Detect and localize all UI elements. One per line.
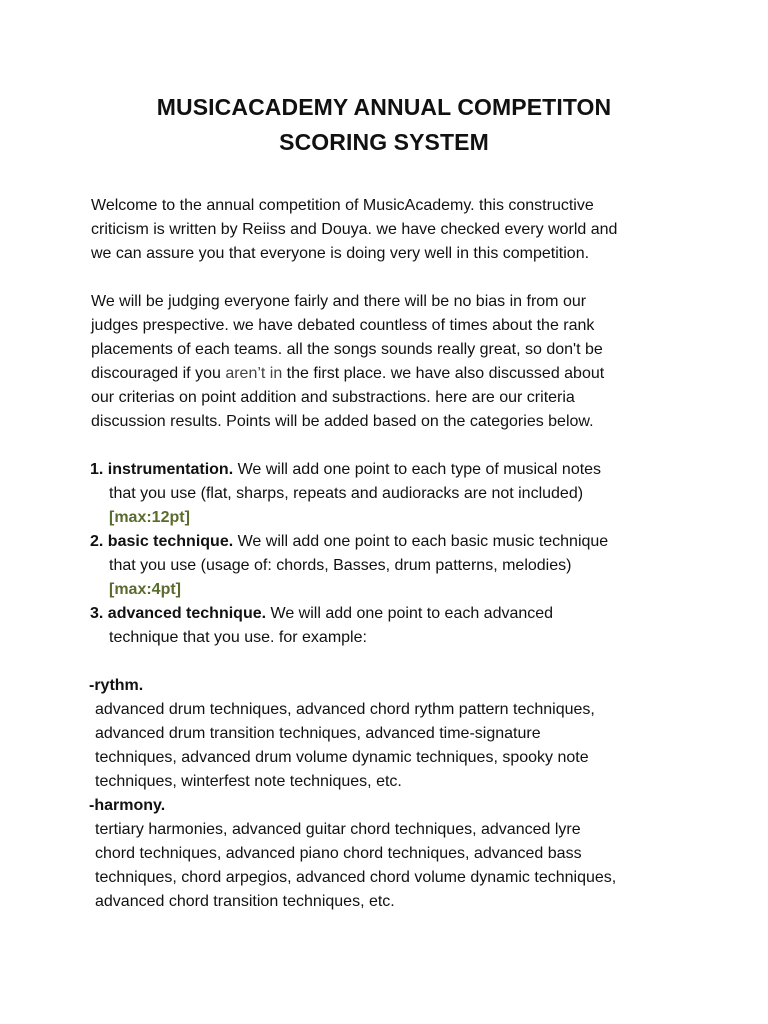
title-line-2: SCORING SYSTEM — [279, 129, 489, 155]
rythm-list — [95, 698, 595, 794]
judging-line: discussion results. Points will be added based on the categories below. — [91, 413, 594, 430]
list-heading: advanced technique. — [107, 605, 267, 622]
judging-line-4-pre: discouraged if you — [91, 365, 226, 382]
list-heading: basic technique. — [107, 533, 234, 550]
harmony-list — [95, 818, 616, 914]
list-number: 1. — [90, 461, 104, 478]
rythm-line: techniques, winterfest note techniques, etc. — [95, 773, 402, 790]
list-text: We will add one point to each advanced — [266, 605, 554, 622]
list-text: We will add one point to each basic music technique — [233, 533, 609, 550]
page-title — [0, 90, 768, 160]
rythm-line: advanced drum techniques, advanced chord rythm pattern techniques, — [95, 701, 595, 718]
max-points-label: [max:12pt] — [109, 509, 190, 526]
intro-line: we can assure you that everyone is doing very well in this competition. — [91, 245, 590, 262]
judging-line: our criterias on point addition and substractions. here are our criteria — [91, 389, 575, 406]
judging-line-4-soft: aren’t in — [225, 365, 283, 382]
list-text: We will add one point to each type of musical notes — [233, 461, 602, 478]
max-points-label: [max:4pt] — [109, 581, 182, 598]
judging-line: judges prespective. we have debated countless of times about the rank — [91, 317, 595, 334]
list-number: 2. — [90, 533, 104, 550]
rythm-line: advanced drum transition techniques, advanced time-signature — [95, 725, 541, 742]
list-text: technique that you use. for example: — [109, 629, 367, 646]
intro-line: criticism is written by Reiiss and Douya. we have checked every world and — [91, 221, 618, 238]
judging-paragraph — [91, 290, 701, 434]
judging-line: We will be judging everyone fairly and there will be no bias in from our — [91, 293, 587, 310]
harmony-line: tertiary harmonies, advanced guitar chord techniques, advanced lyre — [95, 821, 581, 838]
judging-line: placements of each teams. all the songs sounds really great, so don't be — [91, 341, 603, 358]
list-heading: instrumentation. — [107, 461, 234, 478]
judging-line — [91, 362, 701, 386]
title-line-1: MUSICACADEMY ANNUAL COMPETITON — [156, 94, 612, 120]
list-item — [90, 458, 700, 530]
category-list — [90, 458, 700, 650]
list-item — [90, 530, 700, 602]
list-text: that you use (flat, sharps, repeats and audioracks are not included) — [109, 485, 584, 502]
list-number: 3. — [90, 605, 104, 622]
harmony-line: techniques, chord arpegios, advanced chord volume dynamic techniques, — [95, 869, 617, 886]
judging-line-4-post: the first place. we have also discussed about — [282, 365, 605, 382]
harmony-line: advanced chord transition techniques, etc. — [95, 893, 395, 910]
intro-paragraph — [91, 194, 701, 266]
rythm-heading: -rythm. — [89, 677, 144, 694]
harmony-heading: -harmony. — [89, 797, 166, 814]
harmony-line: chord techniques, advanced piano chord techniques, advanced bass — [95, 845, 582, 862]
rythm-line: techniques, advanced drum volume dynamic techniques, spooky note — [95, 749, 589, 766]
list-text: that you use (usage of: chords, Basses, drum patterns, melodies) — [109, 557, 572, 574]
list-item — [90, 602, 700, 650]
intro-line: Welcome to the annual competition of MusicAcademy. this constructive — [91, 197, 594, 214]
